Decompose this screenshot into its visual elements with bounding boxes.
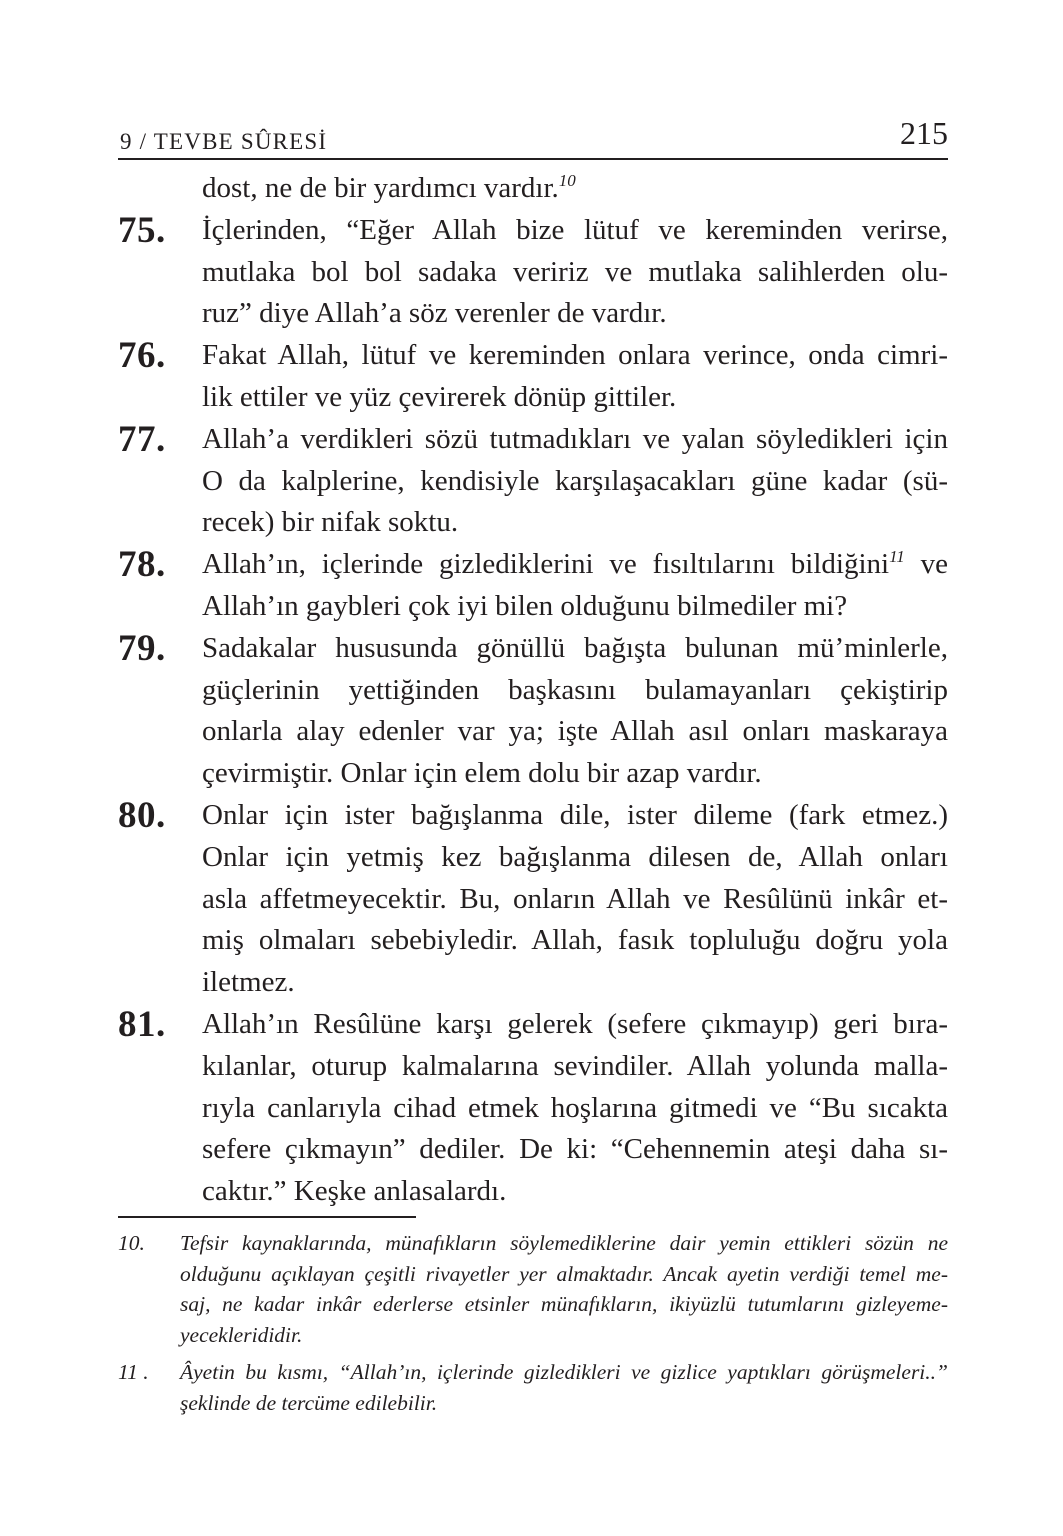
footnote-divider	[118, 1216, 416, 1218]
verse-75	[118, 210, 948, 335]
verse-line: O da kalplerine, kendisiyle karşılaşacakları güne kadar (sü-	[202, 464, 948, 497]
verse-line: çevirmiştir. Onlar için elem dolu bir azap vardır.	[202, 757, 762, 790]
verse-line: Onlar için yetmiş kez bağışlanma dilesen de, Allah onları	[202, 840, 948, 873]
footnote-text	[180, 1228, 948, 1350]
verse-line: mutlaka bol bol sadaka veririz ve mutlaka salihlerden olu-	[202, 255, 948, 288]
verse-77	[118, 419, 948, 544]
footnote-line: olduğunu açıklayan çeşitli rivayetler yer almaktadır. Ancak ayetin verdiği temel me-	[180, 1261, 948, 1286]
verse-81	[118, 1004, 948, 1213]
footnote-line: şeklinde de tercüme edilebilir.	[180, 1390, 438, 1415]
verse-76	[118, 335, 948, 419]
continuation-line	[118, 168, 948, 210]
verse-line-part: ve	[904, 548, 948, 581]
verse-line: ruz” diye Allah’a söz verenler de vardır.	[202, 297, 667, 330]
verse-number: 79.	[118, 627, 166, 669]
verse-line: recek) bir nifak soktu.	[202, 506, 459, 539]
running-head: 9 / TEVBE SÛRESİ	[120, 129, 328, 154]
footnote-number: 10.	[118, 1231, 145, 1255]
verse-80	[118, 795, 948, 1004]
footnote-ref-11: 11	[889, 547, 905, 567]
verse-line: miş olmaları sebebiyledir. Allah, fasık topluluğu doğru yola	[202, 924, 948, 957]
verse-line: Onlar için ister bağışlanma dile, ister dileme (fark etmez.)	[202, 798, 948, 831]
verse-79	[118, 628, 948, 795]
verse-number: 76.	[118, 335, 166, 377]
verse-78	[118, 544, 948, 628]
verse-text	[202, 544, 948, 628]
footnotes	[118, 1228, 948, 1425]
verse-line: rıyla canlarıyla cihad etmek hoşlarına gitmedi ve “Bu sıcakta	[202, 1091, 948, 1124]
verse-text	[202, 795, 948, 1004]
footnote-10	[118, 1228, 948, 1350]
verse-line-part: Allah’ın, içlerinde gizlediklerini ve fısıltılarını bildiğini	[202, 548, 890, 581]
verse-line	[202, 544, 948, 586]
footnote-line: Tefsir kaynaklarında, münafıkların söylemediklerine dair yemin ettikleri sözün ne	[180, 1231, 948, 1255]
main-text	[118, 168, 948, 1213]
verse-line: lik ettiler ve yüz çevirerek dönüp gittiler.	[202, 380, 677, 413]
continuation-text: dost, ne de bir yardımcı vardır.	[202, 172, 559, 204]
page-number: 215	[900, 115, 948, 151]
verse-text	[202, 335, 948, 419]
verse-line: iletmez.	[202, 966, 295, 999]
footnote-11	[118, 1357, 948, 1418]
verse-line: onlarla alay edenler var ya; işte Allah asıl onları maskaraya	[202, 715, 948, 748]
verse-number: 80.	[118, 794, 166, 836]
verse-text	[202, 628, 948, 795]
footnote-line: Âyetin bu kısmı, “Allah’ın, içlerinde gizledikleri ve gizlice yaptıkları görüşmeleri..”	[180, 1360, 948, 1384]
verse-line: caktır.” Keşke anlasalardı.	[202, 1175, 507, 1208]
verse-number: 75.	[118, 209, 166, 251]
verse-line: Allah’ın Resûlüne karşı gelerek (sefere çıkmayıp) geri bıra-	[202, 1007, 948, 1040]
verse-text	[202, 419, 948, 544]
verse-line: asla affetmeyecektir. Bu, onların Allah ve Resûlünü inkâr et-	[202, 882, 948, 915]
verse-line: Fakat Allah, lütuf ve kereminden onlara verince, onda cimri-	[202, 339, 948, 372]
verse-line: Allah’a verdikleri sözü tutmadıkları ve yalan söyledikleri için	[202, 422, 948, 455]
verse-line: İçlerinden, “Eğer Allah bize lütuf ve kereminden verirse,	[202, 213, 948, 246]
page-header	[118, 112, 948, 160]
verse-line: sefere çıkmayın” dediler. De ki: “Cehennemin ateşi daha sı-	[202, 1133, 948, 1166]
footnote-line: saj, ne kadar inkâr ederlerse etsinler münafıkların, ikiyüzlü tutumlarını gizleyeme-	[180, 1292, 948, 1316]
verse-text	[202, 1004, 948, 1213]
verse-line: Allah’ın gaybleri çok iyi bilen olduğunu bilmediler mi?	[202, 589, 848, 622]
footnote-ref-10: 10	[558, 171, 576, 190]
verse-number: 78.	[118, 544, 166, 586]
verse-line: kılanlar, oturup kalmalarına sevindiler. Allah yolunda malla-	[202, 1049, 948, 1082]
verse-text	[202, 210, 948, 335]
verse-line: güçlerinin yettiğinden başkasını bulamayanları çekiştirip	[202, 673, 948, 706]
footnote-line: yeceklerididir.	[180, 1322, 303, 1347]
verse-number: 77.	[118, 418, 166, 460]
footnote-number: 11 .	[118, 1360, 149, 1384]
verse-line: Sadakalar hususunda gönüllü bağışta bulunan mü’minlerle,	[202, 631, 948, 664]
verse-number: 81.	[118, 1003, 166, 1045]
footnote-text	[180, 1357, 948, 1418]
